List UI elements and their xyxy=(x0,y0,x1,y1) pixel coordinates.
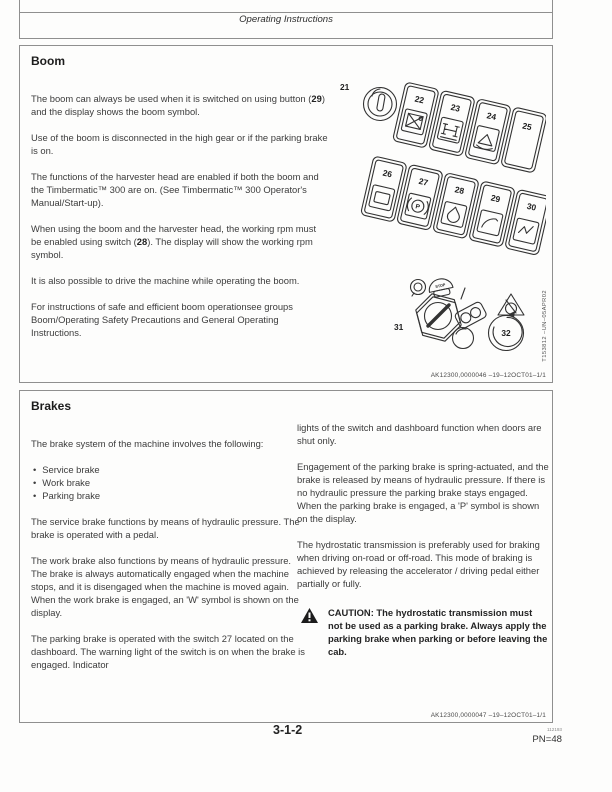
rocker-switch-25 xyxy=(501,107,546,173)
switch-panel-figure xyxy=(328,66,546,371)
brakes-paragraph: The brake system of the machine involves the following: xyxy=(31,438,264,449)
svg-text:STOP: STOP xyxy=(434,282,446,289)
text-run: ). The display will show the working rpm symbol. xyxy=(31,236,313,260)
brakes-right-column xyxy=(297,421,551,658)
knob-32 xyxy=(489,311,524,351)
brakes-paragraph: The work brake also functions by means of hydraulic pressure. The brake is always automatically engaged when the machine stops, and it is disengaged when the machine is moved again. When the work brake is engaged, an 'W' symbol is shown on the display. xyxy=(31,555,299,618)
page-number: 3-1-2 xyxy=(273,723,303,737)
boom-text-column xyxy=(31,92,329,352)
ignition-cluster xyxy=(394,277,487,349)
caution-text: CAUTION: The hydrostatic transmission must not be used as a parking brake. Always apply the parking brake when parking or before leaving the cab. xyxy=(328,607,548,657)
svg-text:26: 26 xyxy=(381,167,394,180)
svg-text:P: P xyxy=(414,203,421,212)
brake-types-list xyxy=(31,463,307,502)
brakes-paragraph: The parking brake is operated with the switch 27 located on the dashboard. The warning light of the switch is on when the brake is engaged. Indicator xyxy=(31,633,305,670)
list-item: • Work brake xyxy=(31,476,307,489)
switch-panel-diagram xyxy=(328,66,546,366)
pn-number: PN=48 xyxy=(532,734,562,745)
small-knob xyxy=(453,328,474,349)
boom-doc-code: AK12300,0000046 –19–12OCT01–1/1 xyxy=(430,372,546,379)
svg-text:22: 22 xyxy=(413,93,426,106)
brakes-paragraph: Engagement of the parking brake is spring-actuated, and the brake is released by means of hydraulic pressure. If there is no hydraulic pressure the parking brake stays engaged. When the parking brake is engaged, a 'P' symbol is shown on the display. xyxy=(297,461,549,524)
brakes-paragraph: The hydrostatic transmission is preferably used for braking when driving on-road or off-road. This mode of braking is achieved by releasing the accelerator / driving pedal either partially or fully. xyxy=(297,539,540,589)
page-header xyxy=(19,0,553,39)
rocker-switch-22 xyxy=(393,82,440,148)
knob-21 xyxy=(340,82,397,121)
header-title: Operating Instructions xyxy=(239,14,333,25)
svg-text:24: 24 xyxy=(485,110,498,123)
text-run: When using the boom and the harvester head, the working rpm must be enabled using switch ( xyxy=(31,223,317,247)
svg-text:29: 29 xyxy=(489,192,502,205)
tick-mark xyxy=(461,288,465,299)
svg-text:21: 21 xyxy=(340,82,350,92)
boom-paragraph xyxy=(31,92,329,118)
figure-id-code: T153812 –UN–05APR02 xyxy=(542,290,548,362)
caution-block xyxy=(297,606,551,658)
svg-text:32: 32 xyxy=(501,328,511,338)
svg-text:31: 31 xyxy=(394,322,404,332)
svg-text:28: 28 xyxy=(453,184,466,197)
text-run: The boom can always be used when it is switched on using button ( xyxy=(31,93,312,104)
header-top-rule xyxy=(20,12,552,13)
rocker-switch-30 xyxy=(505,189,546,255)
caution-warning-icon xyxy=(301,608,318,623)
hazard-triangle-icon xyxy=(498,294,524,315)
boom-paragraph: For instructions of safe and efficient boom operationsee groups Boom/Operating Safety Precautions and General Operating Instructions. xyxy=(31,301,293,338)
rocker-switch-27-parking xyxy=(397,164,444,230)
knob-31 xyxy=(416,294,461,341)
boom-paragraph: Use of the boom is disconnected in the high gear or if the parking brake is on. xyxy=(31,132,328,156)
boom-paragraph xyxy=(31,222,329,261)
print-code: 112193 xyxy=(547,727,562,732)
rocker-switch-24 xyxy=(465,99,512,165)
boom-paragraph: The functions of the harvester head are enabled if both the boom and the Timbermatic™ 300 are on. (See Timbermatic™ 300 Operator's Manual/Start-up). xyxy=(31,171,319,208)
rocker-switch-28 xyxy=(433,173,480,239)
svg-text:27: 27 xyxy=(417,175,430,188)
svg-text:23: 23 xyxy=(449,101,462,114)
text-run: ) and the display shows the boom symbol. xyxy=(31,93,325,117)
small-button-icon xyxy=(411,280,426,295)
switch-ref-28: 28 xyxy=(136,236,148,247)
boom-paragraph: It is also possible to drive the machine while operating the boom. xyxy=(31,275,300,286)
brakes-doc-code: AK12300,0000047 –19–12OCT01–1/1 xyxy=(430,712,546,719)
list-item: • Parking brake xyxy=(31,489,307,502)
boom-section-box xyxy=(19,45,553,383)
button-ref-29: 29 xyxy=(311,93,322,104)
rocker-switch-29-boom xyxy=(469,181,516,247)
list-item: • Service brake xyxy=(31,463,307,476)
svg-text:30: 30 xyxy=(525,200,538,213)
svg-text:25: 25 xyxy=(521,120,533,133)
brakes-section-box xyxy=(19,390,553,723)
brakes-paragraph: lights of the switch and dashboard function when doors are shut only. xyxy=(297,422,542,446)
brakes-section-title: Brakes xyxy=(31,399,72,413)
rocker-switch-26 xyxy=(361,156,408,222)
boom-section-title: Boom xyxy=(31,54,65,68)
brakes-left-column xyxy=(31,437,307,684)
rocker-switch-23 xyxy=(429,90,476,156)
brakes-paragraph: The service brake functions by means of hydraulic pressure. The brake is operated with a pedal. xyxy=(31,516,300,540)
